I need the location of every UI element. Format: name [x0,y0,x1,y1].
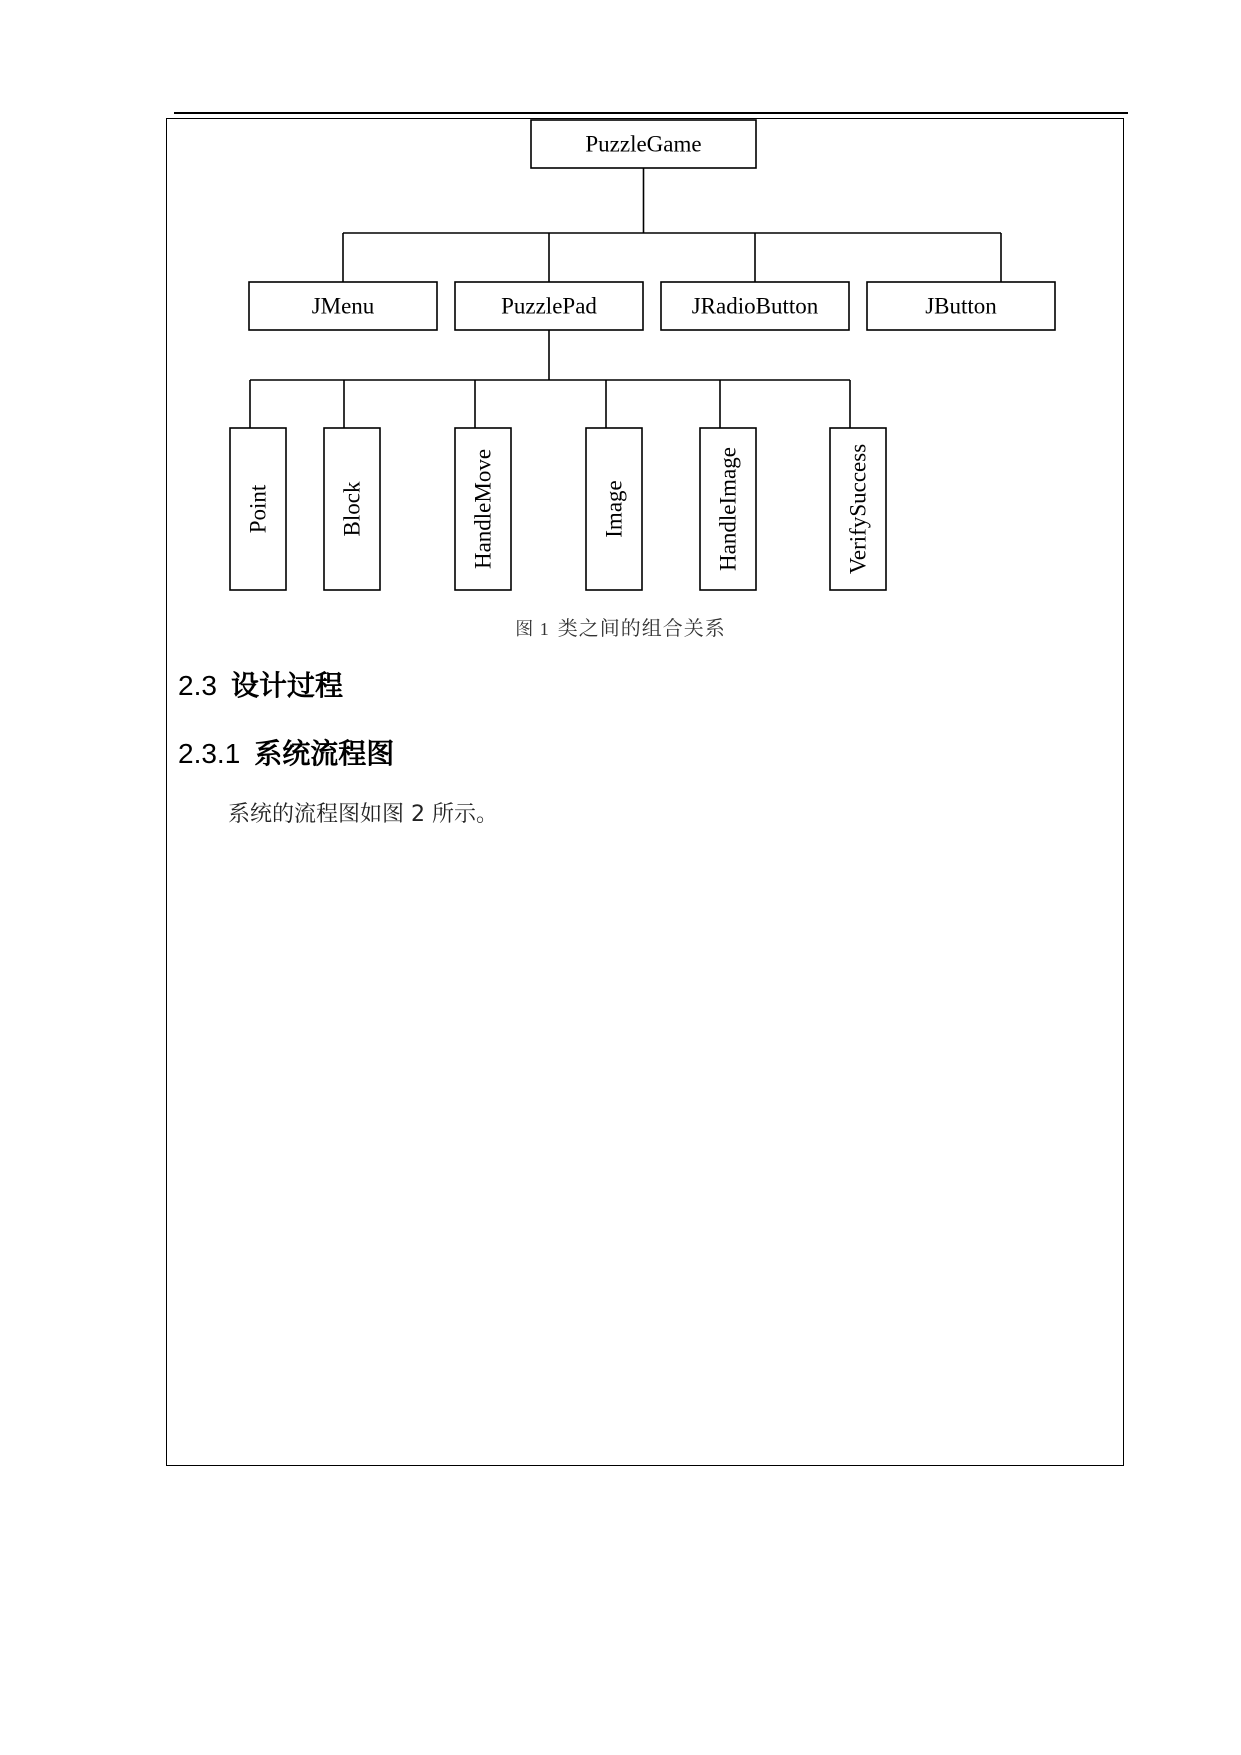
node-jbutton-label: JButton [925,293,997,319]
figure-caption-text: 类之间的组合关系 [557,616,726,640]
body-paragraph: 系统的流程图如图 2 所示。 [228,802,498,827]
subsection-number: 2.3.1 [178,738,241,769]
node-block-label: Block [339,481,365,537]
node-handle-image-label: HandleImage [715,447,741,571]
section-title: 设计过程 [230,669,343,702]
section-number: 2.3 [178,670,217,701]
figure-caption-number: 图 1 [515,619,550,639]
subsection-title: 系统流程图 [254,737,395,770]
node-jmenu-label: JMenu [311,293,375,319]
node-verify-success-label: VerifySuccess [845,443,871,575]
node-image-label: Image [601,480,627,538]
node-point-label: Point [245,484,271,534]
subsection-heading [178,732,394,772]
figure-caption [0,612,1241,641]
section-heading [178,664,343,704]
node-handle-move-label: HandleMove [470,448,496,570]
class-composition-diagram [0,0,1241,640]
node-puzzle-game-label: PuzzleGame [585,131,702,157]
node-jradio-button-label: JRadioButton [691,293,819,319]
node-puzzle-pad-label: PuzzlePad [501,293,597,319]
